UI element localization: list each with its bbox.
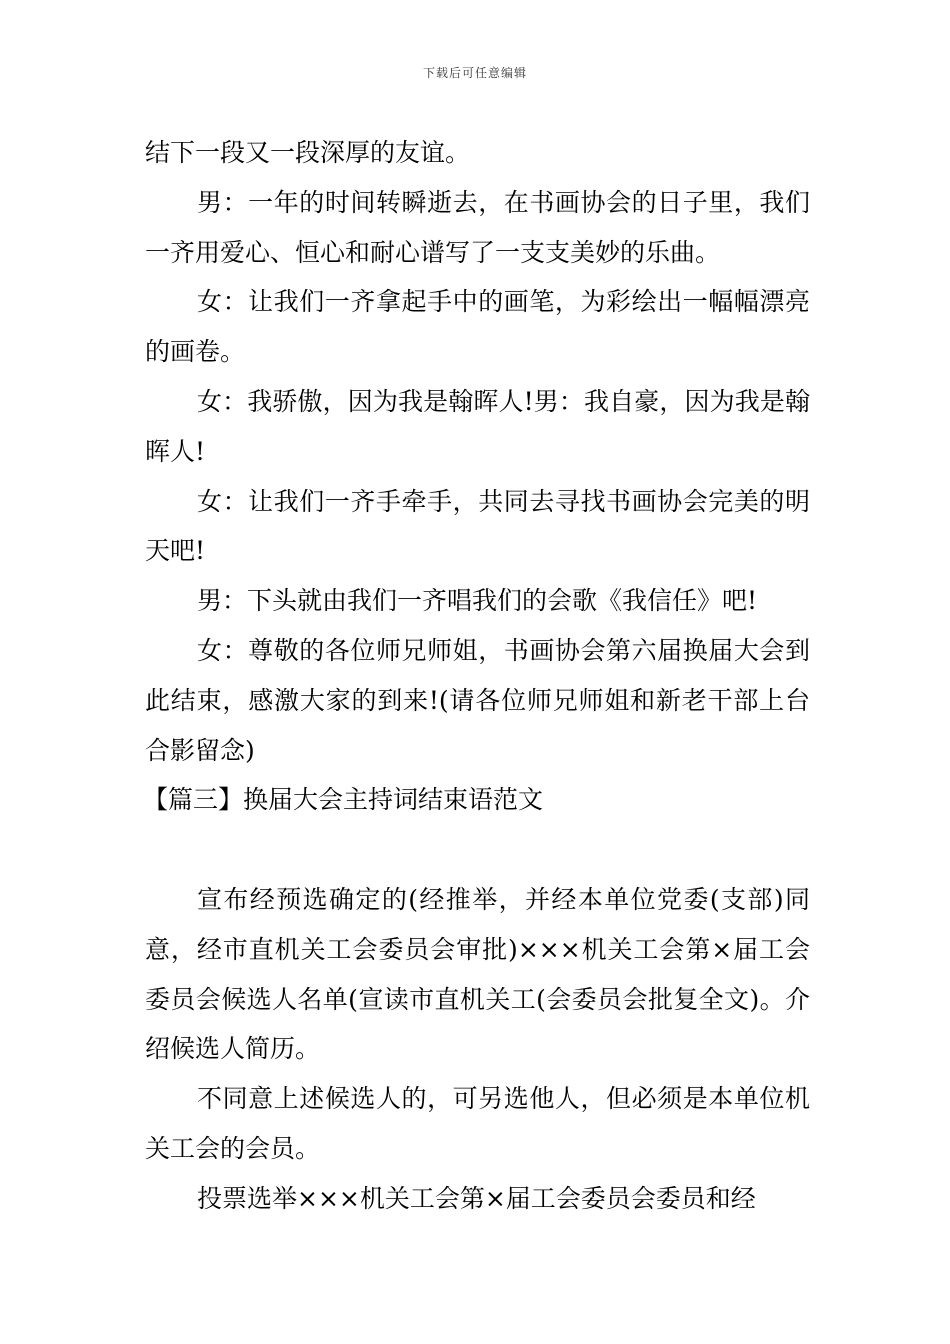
paragraph: 女：我骄傲，因为我是翰晖人!男：我自豪，因为我是翰晖人! bbox=[145, 386, 810, 466]
blank-line bbox=[145, 825, 810, 875]
document-body bbox=[145, 128, 810, 1224]
paragraph: 投票选举×××机关工会第×届工会委员会委员和经 bbox=[197, 1183, 756, 1213]
paragraph: 男：下头就由我们一齐唱我们的会歌《我信任》吧! bbox=[197, 586, 758, 616]
paragraph: 宣布经预选确定的(经推举，并经本单位党委(支部)同意，经市直机关工会委员会审批)×××机关工会第×届工会委员会候选人名单(宣读市直机关工(会委员会批复全文)。介绍候选人简历。 bbox=[145, 884, 810, 1064]
page-header: 下载后可任意编辑 bbox=[422, 66, 527, 80]
paragraph: 女：让我们一齐手牵手，共同去寻找书画协会完美的明天吧! bbox=[145, 486, 810, 566]
paragraph: 不同意上述候选人的，可另选他人，但必须是本单位机关工会的会员。 bbox=[145, 1084, 810, 1163]
paragraph: 女：让我们一齐拿起手中的画笔，为彩绘出一幅幅漂亮的画卷。 bbox=[145, 287, 810, 367]
paragraph: 结下一段又一段深厚的友谊。 bbox=[145, 138, 471, 167]
paragraph: 男：一年的时间转瞬逝去，在书画协会的日子里，我们一齐用爱心、恒心和耐心谱写了一支支美妙的乐曲。 bbox=[145, 187, 810, 267]
section-heading: 【篇三】换届大会主持词结束语范文 bbox=[143, 785, 544, 815]
paragraph: 女：尊敬的各位师兄师姐，书画协会第六届换届大会到此结束，感激大家的到来!(请各位师兄师姐和新老干部上台合影留念) bbox=[145, 635, 810, 765]
